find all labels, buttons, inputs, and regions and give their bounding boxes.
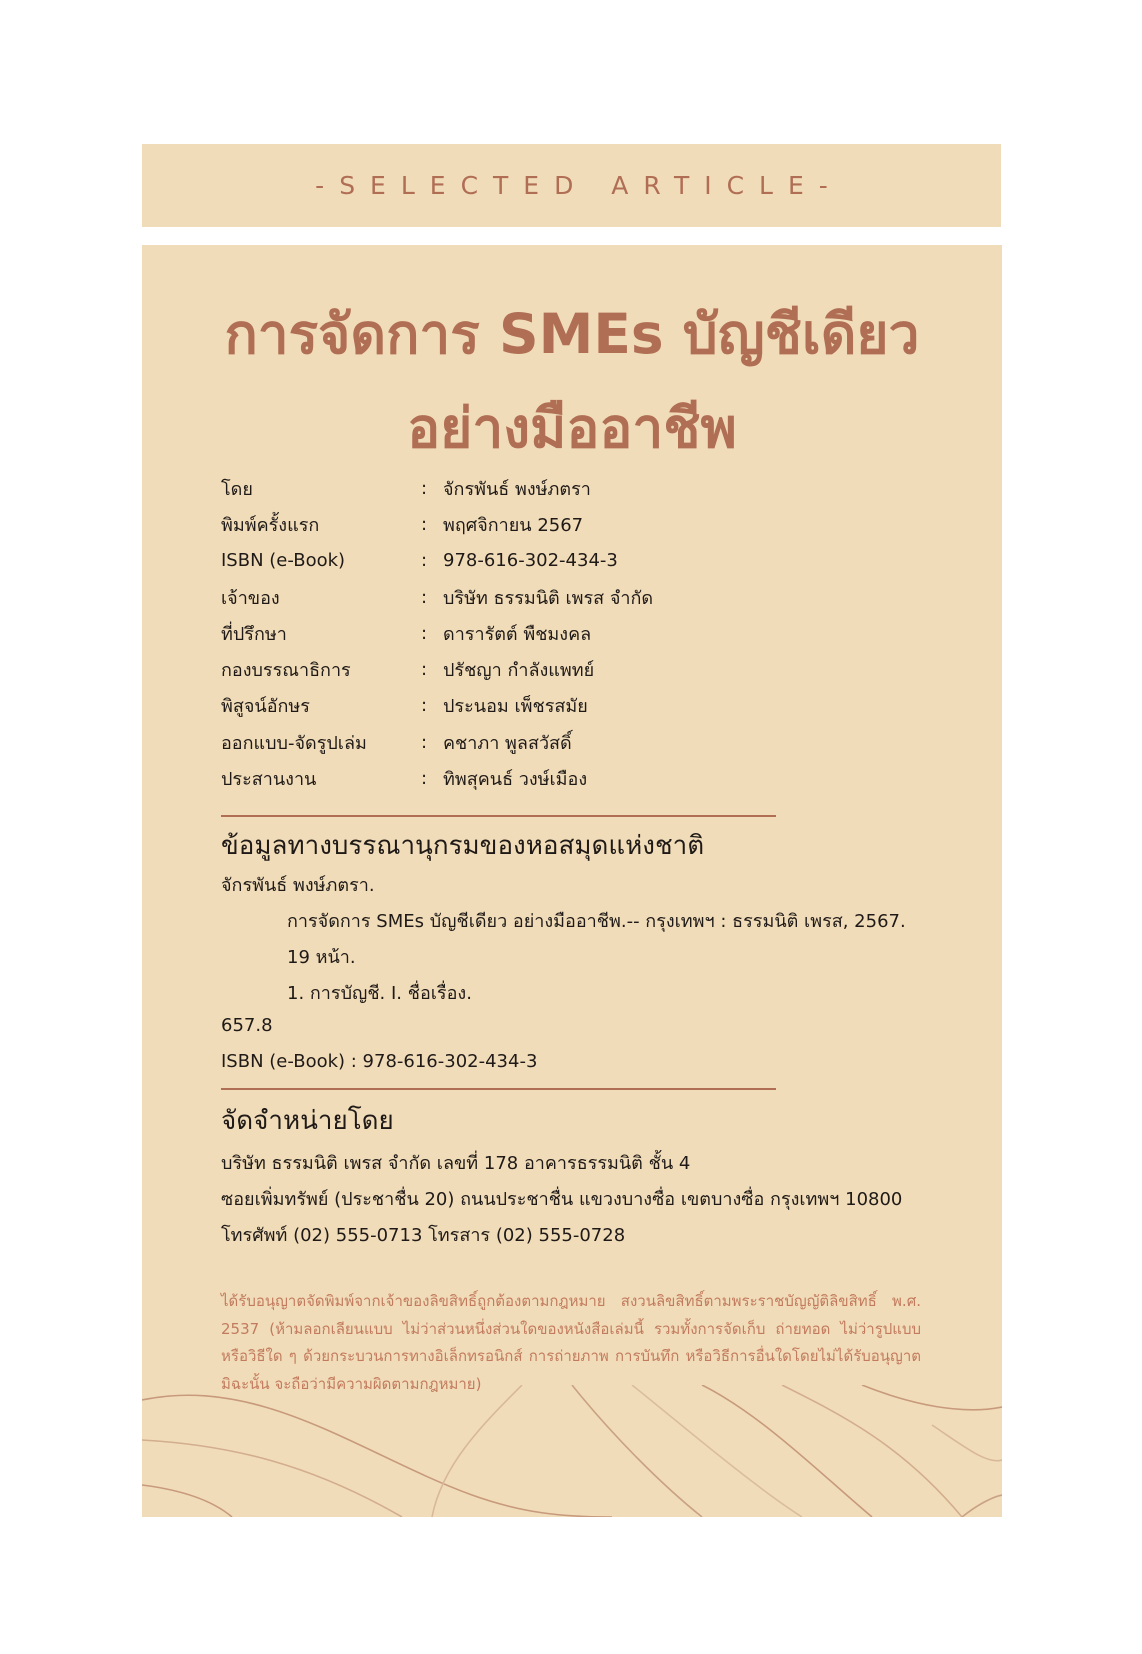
credit-key: เจ้าของ <box>221 587 280 609</box>
wave-line <box>632 1385 802 1517</box>
credit-key: พิสูจน์อักษร <box>221 696 310 718</box>
credit-colon: : <box>421 477 428 499</box>
credit-colon: : <box>421 513 428 535</box>
credits-list <box>221 470 921 797</box>
credit-value: ปรัชญา กำลังแพทย์ <box>443 660 595 682</box>
distribution-contact: โทรศัพท์ (02) 555-0713 โทรสาร (02) 555-0728 <box>221 1225 626 1246</box>
wave-line <box>142 1395 612 1517</box>
book-title-line-1: การจัดการ SMEs บัญชีเดียว <box>224 302 920 366</box>
credit-colon: : <box>421 622 428 644</box>
credit-colon: : <box>421 695 428 717</box>
book-title-line-2: อย่างมืออาชีพ <box>407 396 737 460</box>
copyright-notice: ได้รับอนุญาตจัดพิมพ์จากเจ้าของลิขสิทธิ์ถูกต้องตามกฎหมาย สงวนลิขสิทธิ์ตามพระราชบัญญัติลิขสิทธิ์ พ.ศ. 2537 (ห้ามลอกเลียนแบบ ไม่ว่าส่วนหนึ่งส่วนใดของหนังสือเล่มนี้ รวมทั้งการจัดเก็บ ถ่ายทอด ไม่ว่ารูปแบบหรือวิธีใด ๆ ด้วยกระบวนการทางอิเล็กทรอนิกส์ การถ่ายภาพ การบันทึก หรือวิธีการอื่นใดโดยไม่ได้รับอนุญาตมิฉะนั้น จะถือว่ามีความผิดตามกฎหมาย) <box>221 1292 921 1393</box>
cataloging-classification: 657.8 <box>221 1015 273 1036</box>
credit-value: จักรพันธ์ พงษ์ภตรา <box>443 478 591 500</box>
credit-key: กองบรรณาธิการ <box>221 660 351 682</box>
credit-colon: : <box>421 586 428 608</box>
credit-value: บริษัท ธรรมนิติ เพรส จำกัด <box>443 587 654 609</box>
credit-colon: : <box>421 659 428 681</box>
credit-key: ประสานงาน <box>221 769 317 791</box>
credit-key: ออกแบบ-จัดรูปเล่ม <box>221 732 367 754</box>
wave-line <box>572 1385 702 1517</box>
distribution-heading: จัดจำหน่ายโดย <box>221 1106 394 1136</box>
cataloging-title: การจัดการ SMEs บัญชีเดียว อย่างมืออาชีพ.-- กรุงเทพฯ : ธรรมนิติ เพรส, 2567. <box>287 911 906 932</box>
credit-key: พิมพ์ครั้งแรก <box>221 514 320 536</box>
credit-value: คชาภา พูลสวัสดิ์ <box>443 732 572 754</box>
distribution-address-line-2: ซอยเพิ่มทรัพย์ (ประชาชื่น 20) ถนนประชาชื่น แขวงบางซื่อ เขตบางซื่อ กรุงเทพฯ 10800 <box>221 1189 903 1210</box>
credit-row-owner <box>221 579 921 615</box>
credit-row-isbn <box>221 543 921 579</box>
wave-line <box>702 1385 872 1517</box>
credit-row-proofreading <box>221 688 921 724</box>
section-divider <box>221 1088 776 1090</box>
credit-row-editorial <box>221 651 921 687</box>
credit-value: ทิพสุคนธ์ วงษ์เมือง <box>443 769 588 791</box>
credit-key: ISBN (e-Book) <box>221 550 346 572</box>
wave-line <box>932 1425 1002 1461</box>
selected-article-banner <box>142 144 1001 227</box>
credit-colon: : <box>421 731 428 753</box>
cataloging-heading: ข้อมูลทางบรรณานุกรมของหอสมุดแห่งชาติ <box>221 831 705 861</box>
cataloging-isbn: ISBN (e-Book) : 978-616-302-434-3 <box>221 1051 538 1072</box>
credit-row-advisor <box>221 615 921 651</box>
section-divider <box>221 815 776 817</box>
credit-row-coordination <box>221 760 921 796</box>
book-info-panel <box>142 245 1002 1517</box>
wave-line <box>782 1385 962 1517</box>
credit-row-first-print <box>221 506 921 542</box>
cataloging-pages: 19 หน้า. <box>287 947 356 968</box>
credit-row-design <box>221 724 921 760</box>
cataloging-author: จักรพันธ์ พงษ์ภตรา. <box>221 875 375 896</box>
credit-value: ประนอม เพ็ชรสมัย <box>443 696 588 718</box>
credit-colon: : <box>421 768 428 790</box>
credit-value: ดารารัตต์ พืชมงคล <box>443 623 592 645</box>
wave-line <box>142 1485 232 1517</box>
wave-line <box>862 1385 1002 1410</box>
credit-row-author <box>221 470 921 506</box>
distribution-address-line-1: บริษัท ธรรมนิติ เพรส จำกัด เลขที่ 178 อาคารธรรมนิติ ชั้น 4 <box>221 1153 691 1174</box>
wave-line <box>142 1440 402 1517</box>
credit-key: โดย <box>221 478 253 500</box>
credit-value: พฤศจิกายน 2567 <box>443 514 584 536</box>
book-title <box>142 287 1002 475</box>
decorative-waves <box>142 1385 1002 1517</box>
cataloging-subject: 1. การบัญชี. I. ชื่อเรื่อง. <box>287 983 472 1004</box>
credit-key: ที่ปรึกษา <box>221 623 287 645</box>
wave-line <box>962 1495 1002 1517</box>
credit-colon: : <box>421 550 428 572</box>
credit-value: 978-616-302-434-3 <box>443 550 618 572</box>
banner-label: -SELECTED ARTICLE- <box>315 171 843 200</box>
